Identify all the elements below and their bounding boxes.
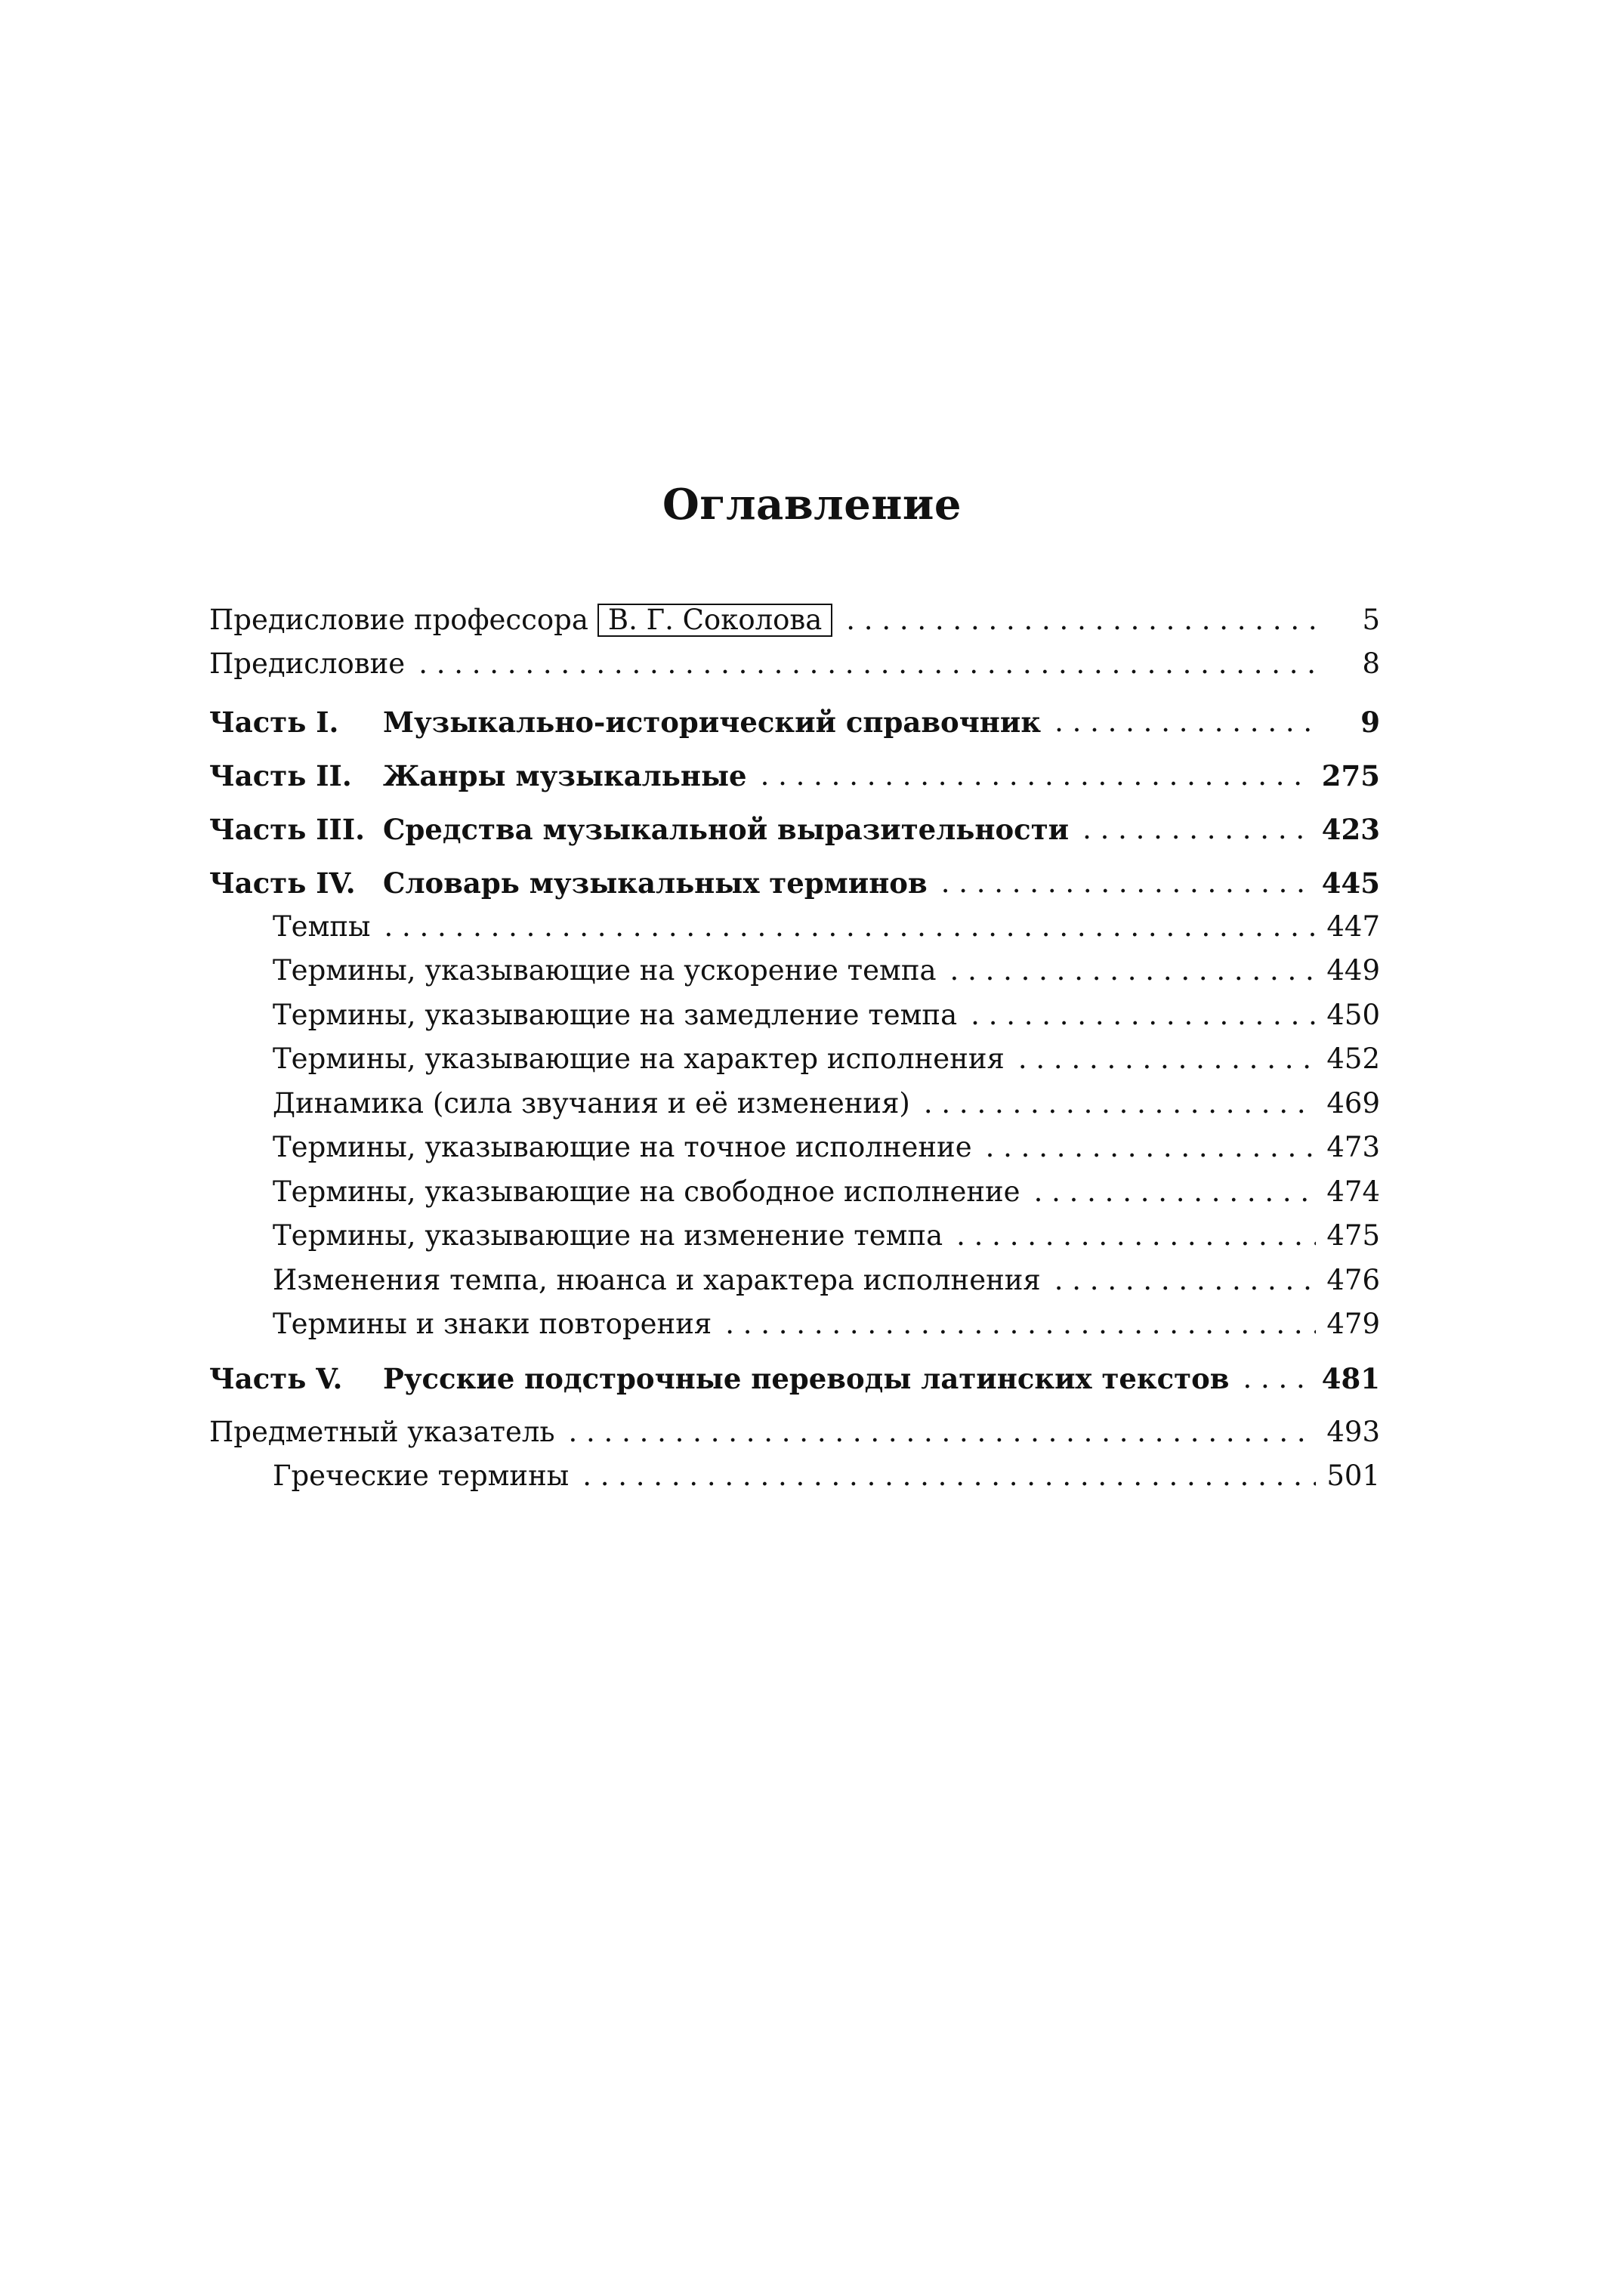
toc-page-number: 473 (1326, 1131, 1380, 1163)
dot-leader (1054, 701, 1317, 743)
toc-page-number: 452 (1326, 1042, 1380, 1075)
toc-entry-part-3[interactable] (209, 808, 1380, 851)
toc-entry-precise-terms[interactable] (273, 1126, 1380, 1169)
dot-leader (725, 1303, 1316, 1345)
toc-entry-free-terms[interactable] (273, 1171, 1380, 1213)
dot-leader (986, 1126, 1317, 1169)
toc-entry-title: Средства музыкальной выразительности (383, 813, 1070, 846)
toc-page-number: 449 (1326, 954, 1380, 987)
part-label: Часть III. (209, 813, 366, 846)
toc-page-number: 9 (1360, 706, 1380, 739)
toc-entry-character-terms[interactable] (273, 1038, 1380, 1080)
toc-page-number: 475 (1326, 1219, 1380, 1252)
dot-leader (1243, 1358, 1311, 1400)
part-label: Часть V. (209, 1362, 343, 1395)
toc-page-number: 469 (1326, 1087, 1380, 1120)
dot-leader (582, 1455, 1316, 1497)
part-label: Часть IV. (209, 866, 356, 900)
toc-entry-title: Термины, указывающие на ускорение темпа (273, 954, 937, 987)
dot-leader (950, 950, 1317, 992)
toc-entry-title: Термины, указывающие на характер исполнения (273, 1042, 1005, 1075)
author-name-box: В. Г. Соколова (597, 604, 832, 637)
dot-leader (956, 1215, 1316, 1257)
toc-entry-title: Изменения темпа, нюанса и характера исполнения (273, 1264, 1041, 1296)
dot-leader (1018, 1038, 1317, 1080)
toc-page-number: 493 (1326, 1416, 1380, 1448)
toc-entry-title: Музыкально-исторический справочник (383, 706, 1042, 739)
toc-entry-part-5[interactable] (209, 1358, 1380, 1400)
toc-page-number: 474 (1326, 1175, 1380, 1208)
toc-entry-title: Русские подстрочные переводы латинских текстов (383, 1362, 1230, 1395)
toc-entry-preface-professor[interactable] (209, 599, 1380, 641)
toc-page-number: 445 (1321, 866, 1380, 900)
dot-leader (569, 1411, 1317, 1453)
dot-leader (971, 994, 1316, 1036)
toc-page-number: 481 (1321, 1362, 1380, 1395)
dot-leader (924, 1083, 1317, 1125)
part-label: Часть I. (209, 706, 339, 739)
toc-entry-subject-index[interactable] (209, 1411, 1380, 1453)
table-of-contents (209, 0, 1380, 2295)
toc-entry-title: Термины и знаки повторения (273, 1308, 712, 1340)
toc-page-number: 275 (1321, 759, 1380, 792)
toc-entry-title: Термины, указывающие на точное исполнение (273, 1131, 972, 1163)
toc-page-number: 501 (1326, 1459, 1380, 1492)
toc-entry-part-2[interactable] (209, 755, 1380, 797)
dot-leader (384, 906, 1316, 948)
toc-entry-title: Словарь музыкальных терминов (383, 866, 928, 900)
page-title: Оглавление (662, 480, 962, 530)
part-label: Часть II. (209, 759, 352, 792)
toc-entry-acceleration-terms[interactable] (273, 950, 1380, 992)
toc-page-number: 447 (1326, 910, 1380, 943)
toc-page-number: 423 (1321, 813, 1380, 846)
toc-entry-tempo-change-terms[interactable] (273, 1215, 1380, 1257)
toc-entry-part-1[interactable] (209, 701, 1380, 743)
toc-page-number: 450 (1326, 999, 1380, 1031)
dot-leader (418, 643, 1317, 685)
toc-entry-dynamics[interactable] (273, 1083, 1380, 1125)
toc-entry-title: Предисловие профессора (209, 604, 588, 636)
toc-page-number: 8 (1362, 647, 1380, 680)
toc-entry-title: Термины, указывающие на замедление темпа (273, 999, 958, 1031)
toc-entry-greek-terms[interactable] (273, 1455, 1380, 1497)
toc-page-number: 479 (1326, 1308, 1380, 1340)
toc-entry-slowing-terms[interactable] (273, 994, 1380, 1036)
dot-leader (1034, 1171, 1317, 1213)
toc-entry-repeat-signs[interactable] (273, 1303, 1380, 1345)
toc-entry-title: Термины, указывающие на свободное исполнение (273, 1175, 1020, 1208)
toc-entry-part-4[interactable] (209, 862, 1380, 904)
dot-leader (846, 599, 1317, 641)
dot-leader (1082, 808, 1311, 851)
toc-entry-tempos[interactable] (273, 906, 1380, 948)
toc-entry-preface[interactable] (209, 643, 1380, 685)
toc-entry-title: Греческие термины (273, 1459, 570, 1492)
dot-leader (941, 862, 1311, 904)
toc-entry-title: Термины, указывающие на изменение темпа (273, 1219, 943, 1252)
toc-page-number: 476 (1326, 1264, 1380, 1296)
dot-leader (761, 755, 1311, 797)
toc-entry-tempo-nuance-changes[interactable] (273, 1259, 1380, 1302)
toc-entry-title: Предисловие (209, 647, 406, 680)
dot-leader (1054, 1259, 1317, 1302)
toc-entry-title: Динамика (сила звучания и её изменения) (273, 1087, 910, 1120)
toc-page-number: 5 (1362, 604, 1380, 636)
toc-entry-title: Жанры музыкальные (383, 759, 747, 792)
toc-entry-title: Темпы (273, 910, 371, 943)
toc-entry-title: Предметный указатель (209, 1416, 555, 1448)
